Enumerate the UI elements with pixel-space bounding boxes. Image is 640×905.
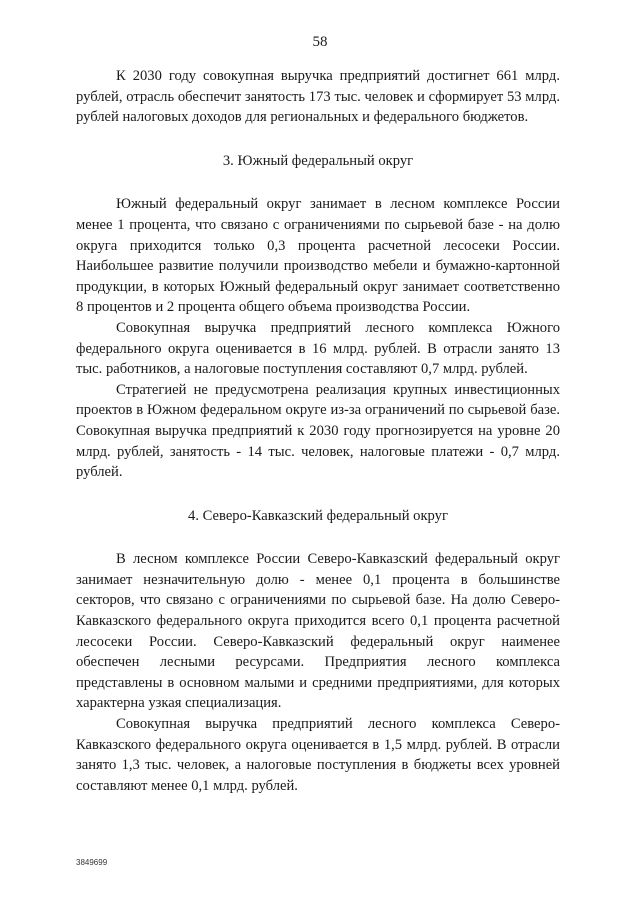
section-3-paragraph-3: Стратегией не предусмотрена реализация крупных инвестиционных проектов в Южном федеральном округе из-за ограничений по сырьевой базе. Совокупная выручка предприятий к 2030 году прогнозируется на уровне 20 млрд. рублей, занятость - 14 тыс. человек, налоговые платежи - 0,7 млрд. рублей. bbox=[76, 381, 560, 481]
intro-paragraph: К 2030 году совокупная выручка предприятий достигнет 661 млрд. рублей, отрасль обеспечит занятость 173 тыс. человек и сформирует 53 млрд. рублей налоговых доходов для региональных и федерального бюджетов. bbox=[76, 68, 560, 126]
document-body bbox=[76, 66, 560, 796]
section-3-paragraph-1: Южный федеральный округ занимает в лесном комплексе России менее 1 процента, что связано с ограничениями по сырьевой базе - на долю округа приходится только 0,3 процента расчетной лесосеки России. Наибольшее развитие получили производство мебели и бумажно-картонной продукции, в которых Южный федеральный округ занимает соответственно 8 процентов и 2 процента общего объема производства России. bbox=[76, 196, 560, 316]
section-3-paragraph-2: Совокупная выручка предприятий лесного комплекса Южного федерального округа оценивается в 16 млрд. рублей. В отрасли занято 13 тыс. работников, а налоговые поступления составляют 0,7 млрд. рублей. bbox=[76, 319, 560, 378]
document-id: 3849699 bbox=[76, 858, 108, 867]
section-3-heading: 3. Южный федеральный округ bbox=[222, 152, 414, 169]
page-number: 58 bbox=[312, 34, 328, 50]
section-4-paragraph-1: В лесном комплексе России Северо-Кавказский федеральный округ занимает незначительную долю - менее 0,1 процента в большинстве секторов, что связано с ограничениями по сырьевой базе. На долю Северо-Кавказского федерального округа приходится всего 0,1 процента расчетной лесосеки России. Северо-Кавказский федеральный округ наименее обеспечен лесными ресурсами. Предприятия лесного комплекса представлены в основном малыми и средними предприятиями, для которых характерна узкая специализация. bbox=[76, 551, 560, 712]
section-4-paragraph-2: Совокупная выручка предприятий лесного комплекса Северо-Кавказского федерального округа оценивается в 1,5 млрд. рублей. В отрасли занято 1,3 тыс. человек, а налоговые поступления в бюджеты всех уровней составляют менее 0,1 млрд. рублей. bbox=[76, 716, 560, 794]
section-4-heading: 4. Северо-Кавказский федеральный округ bbox=[188, 507, 448, 524]
